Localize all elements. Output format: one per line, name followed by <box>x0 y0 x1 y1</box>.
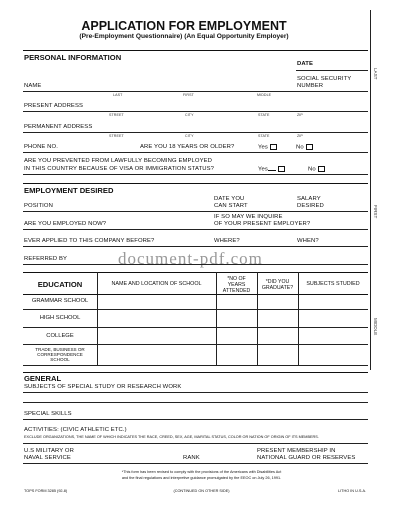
ssn-label-1: SOCIAL SECURITY <box>297 76 352 82</box>
side-tab-last: LAST <box>373 68 378 80</box>
row-trade-3: SCHOOL <box>50 357 70 362</box>
col-years-1: *NO OF <box>227 276 246 282</box>
section-rule <box>23 183 368 184</box>
edu-header-rule <box>23 294 368 295</box>
name-label: NAME <box>24 83 42 89</box>
col-grad-2: GRADUATE? <box>261 285 294 291</box>
age-yes-checkbox[interactable] <box>270 144 277 150</box>
row-trade-1: TRADE, BUSINESS OR <box>35 347 85 352</box>
last-sublabel: LAST <box>113 93 123 97</box>
zip-sublabel-2: ZIP <box>297 134 303 138</box>
date-start-label-1: DATE YOU <box>214 196 245 202</box>
military-line[interactable] <box>23 463 368 464</box>
referred-by-line[interactable] <box>23 264 368 265</box>
ssn-label-2: NUMBER <box>297 83 324 89</box>
exclude-note: EXCLUDE ORGANIZATIONS, THE NAME OF WHICH INDICATES THE RACE, CREED, SEX, AGE, MARITAL STATUS, COLOR OR NATION OF ORIGIN OF ITS MEMBERS. <box>24 435 319 439</box>
name-line[interactable] <box>23 91 368 92</box>
present-address-label: PRESENT ADDRESS <box>24 103 84 109</box>
special-study-line-2[interactable] <box>23 402 368 403</box>
visa-no-checkbox[interactable] <box>318 166 325 172</box>
visa-no-label: No <box>308 166 316 173</box>
city-sublabel: CITY <box>185 113 194 117</box>
age-yes <box>258 144 277 151</box>
section-rule <box>23 50 368 51</box>
special-skills-line[interactable] <box>23 419 368 420</box>
visa-yes-checkbox[interactable] <box>278 166 285 172</box>
col-subjects: SUBJECTS STUDIED <box>306 281 360 287</box>
special-study-line[interactable] <box>23 392 368 393</box>
middle-sublabel: MIDDLE <box>257 93 272 97</box>
state-sublabel: STATE <box>258 113 270 117</box>
col-grad-1: *DID YOU <box>265 279 290 285</box>
personal-heading: PERSONAL INFORMATION <box>24 53 122 62</box>
form-number: TOPS FORM 3285 (92-8) <box>24 489 68 493</box>
section-rule <box>23 372 368 373</box>
col-years-2: YEARS <box>227 282 246 288</box>
rank-label: RANK <box>183 455 200 461</box>
age-no-checkbox[interactable] <box>306 144 313 150</box>
general-heading: GENERAL <box>24 374 62 383</box>
inquire-label-1: IF SO MAY WE INQUIRE <box>214 214 283 220</box>
date-label: DATE <box>297 61 313 67</box>
referred-by-label: REFERRED BY <box>24 256 67 262</box>
edu-row-rule <box>23 344 368 345</box>
watermark: document-pdf.com <box>118 249 263 268</box>
age-no-label: No <box>296 144 304 151</box>
when-label: WHEN? <box>297 238 319 244</box>
permanent-address-line[interactable] <box>23 132 368 133</box>
street-sublabel-2: STREET <box>109 134 124 138</box>
salary-label-1: SALARY <box>297 196 321 202</box>
visa-yes-label: Yes <box>258 166 268 173</box>
phone-line[interactable] <box>23 152 368 153</box>
salary-label-2: DESIRED <box>297 203 324 209</box>
side-tab-middle: MIDDLE <box>373 318 378 336</box>
side-tab-first: FIRST <box>373 205 378 219</box>
row-college: COLLEGE <box>46 333 74 339</box>
military-label-1: U.S MILITARY OR <box>24 448 74 454</box>
guard-label-1: PRESENT MEMBERSHIP IN <box>257 448 336 454</box>
date-start-label-2: CAN START <box>214 203 248 209</box>
edu-row-rule <box>23 327 368 328</box>
activities-line[interactable] <box>23 443 368 444</box>
street-sublabel: STREET <box>109 113 124 117</box>
footer-note-2: and the final regulations and interpretive guidance promulgated by the EEOC on July 26, 1991. <box>121 476 282 480</box>
footer-note-1: *This form has been revised to comply with the provisions of the Americans with Disabilities Act <box>121 470 282 474</box>
visa-question-2: IN THIS COUNTRY BECAUSE OF VISA OR IMMIGRATION STATUS? <box>24 166 214 172</box>
form-subtitle: (Pre-Employment Questionnaire) (An Equal Opportunity Employer) <box>79 33 289 40</box>
special-skills-label: SPECIAL SKILLS <box>24 411 72 417</box>
military-label-2: NAVAL SERVICE <box>24 455 71 461</box>
edu-row-rule <box>23 309 368 310</box>
first-sublabel: FIRST <box>183 93 194 97</box>
age-yes-label: Yes <box>258 144 268 151</box>
ever-applied-label: EVER APPLIED TO THIS COMPANY BEFORE? <box>24 238 155 244</box>
litho-note: LITHO IN U.S.A. <box>338 489 367 493</box>
age-question: ARE YOU 18 YEARS OR OLDER? <box>140 144 235 150</box>
visa-question-1: ARE YOU PREVENTED FROM LAWFULLY BECOMING EMPLOYED <box>24 158 212 164</box>
visa-yes <box>258 166 285 173</box>
col-name-location: NAME AND LOCATION OF SCHOOL <box>111 281 202 287</box>
special-study-label: SUBJECTS OF SPECIAL STUDY OR RESEARCH WORK <box>24 384 182 390</box>
education-top-rule <box>23 272 368 273</box>
employed-now-line[interactable] <box>23 229 368 230</box>
activities-label: ACTIVITIES: (CIVIC ATHLETIC ETC.) <box>24 427 127 433</box>
city-sublabel-2: CITY <box>185 134 194 138</box>
row-grammar-school: GRAMMAR SCHOOL <box>31 298 89 304</box>
position-line[interactable] <box>23 211 368 212</box>
permanent-address-label: PERMANENT ADDRESS <box>24 124 93 130</box>
phone-label: PHONE NO. <box>24 144 58 150</box>
row-trade-2: CORRESPONDENCE <box>37 352 83 357</box>
visa-no <box>308 166 325 173</box>
inquire-label-2: OF YOUR PRESENT EMPLOYER? <box>214 221 311 227</box>
state-sublabel-2: STATE <box>258 134 270 138</box>
where-label: WHERE? <box>214 238 240 244</box>
employed-now-label: ARE YOU EMPLOYED NOW? <box>24 221 107 227</box>
education-heading: EDUCATION <box>37 280 83 289</box>
date-line <box>296 70 368 71</box>
form-title: APPLICATION FOR EMPLOYMENT <box>81 19 287 33</box>
position-label: POSITION <box>24 203 53 209</box>
zip-sublabel: ZIP <box>297 113 303 117</box>
row-high-school: HIGH SCHOOL <box>39 315 81 321</box>
col-years-3: ATTENDED <box>222 288 251 294</box>
guard-label-2: NATIONAL GUARD OR RESERVES <box>257 455 356 461</box>
side-divider <box>370 10 371 370</box>
employment-heading: EMPLOYMENT DESIRED <box>24 186 114 195</box>
age-no <box>296 144 313 151</box>
continued-note: (CONTINUED ON OTHER SIDE) <box>173 489 230 493</box>
visa-line <box>23 174 368 175</box>
edu-bottom-rule <box>23 365 368 366</box>
present-address-line[interactable] <box>23 111 368 112</box>
ever-applied-line[interactable] <box>23 246 368 247</box>
